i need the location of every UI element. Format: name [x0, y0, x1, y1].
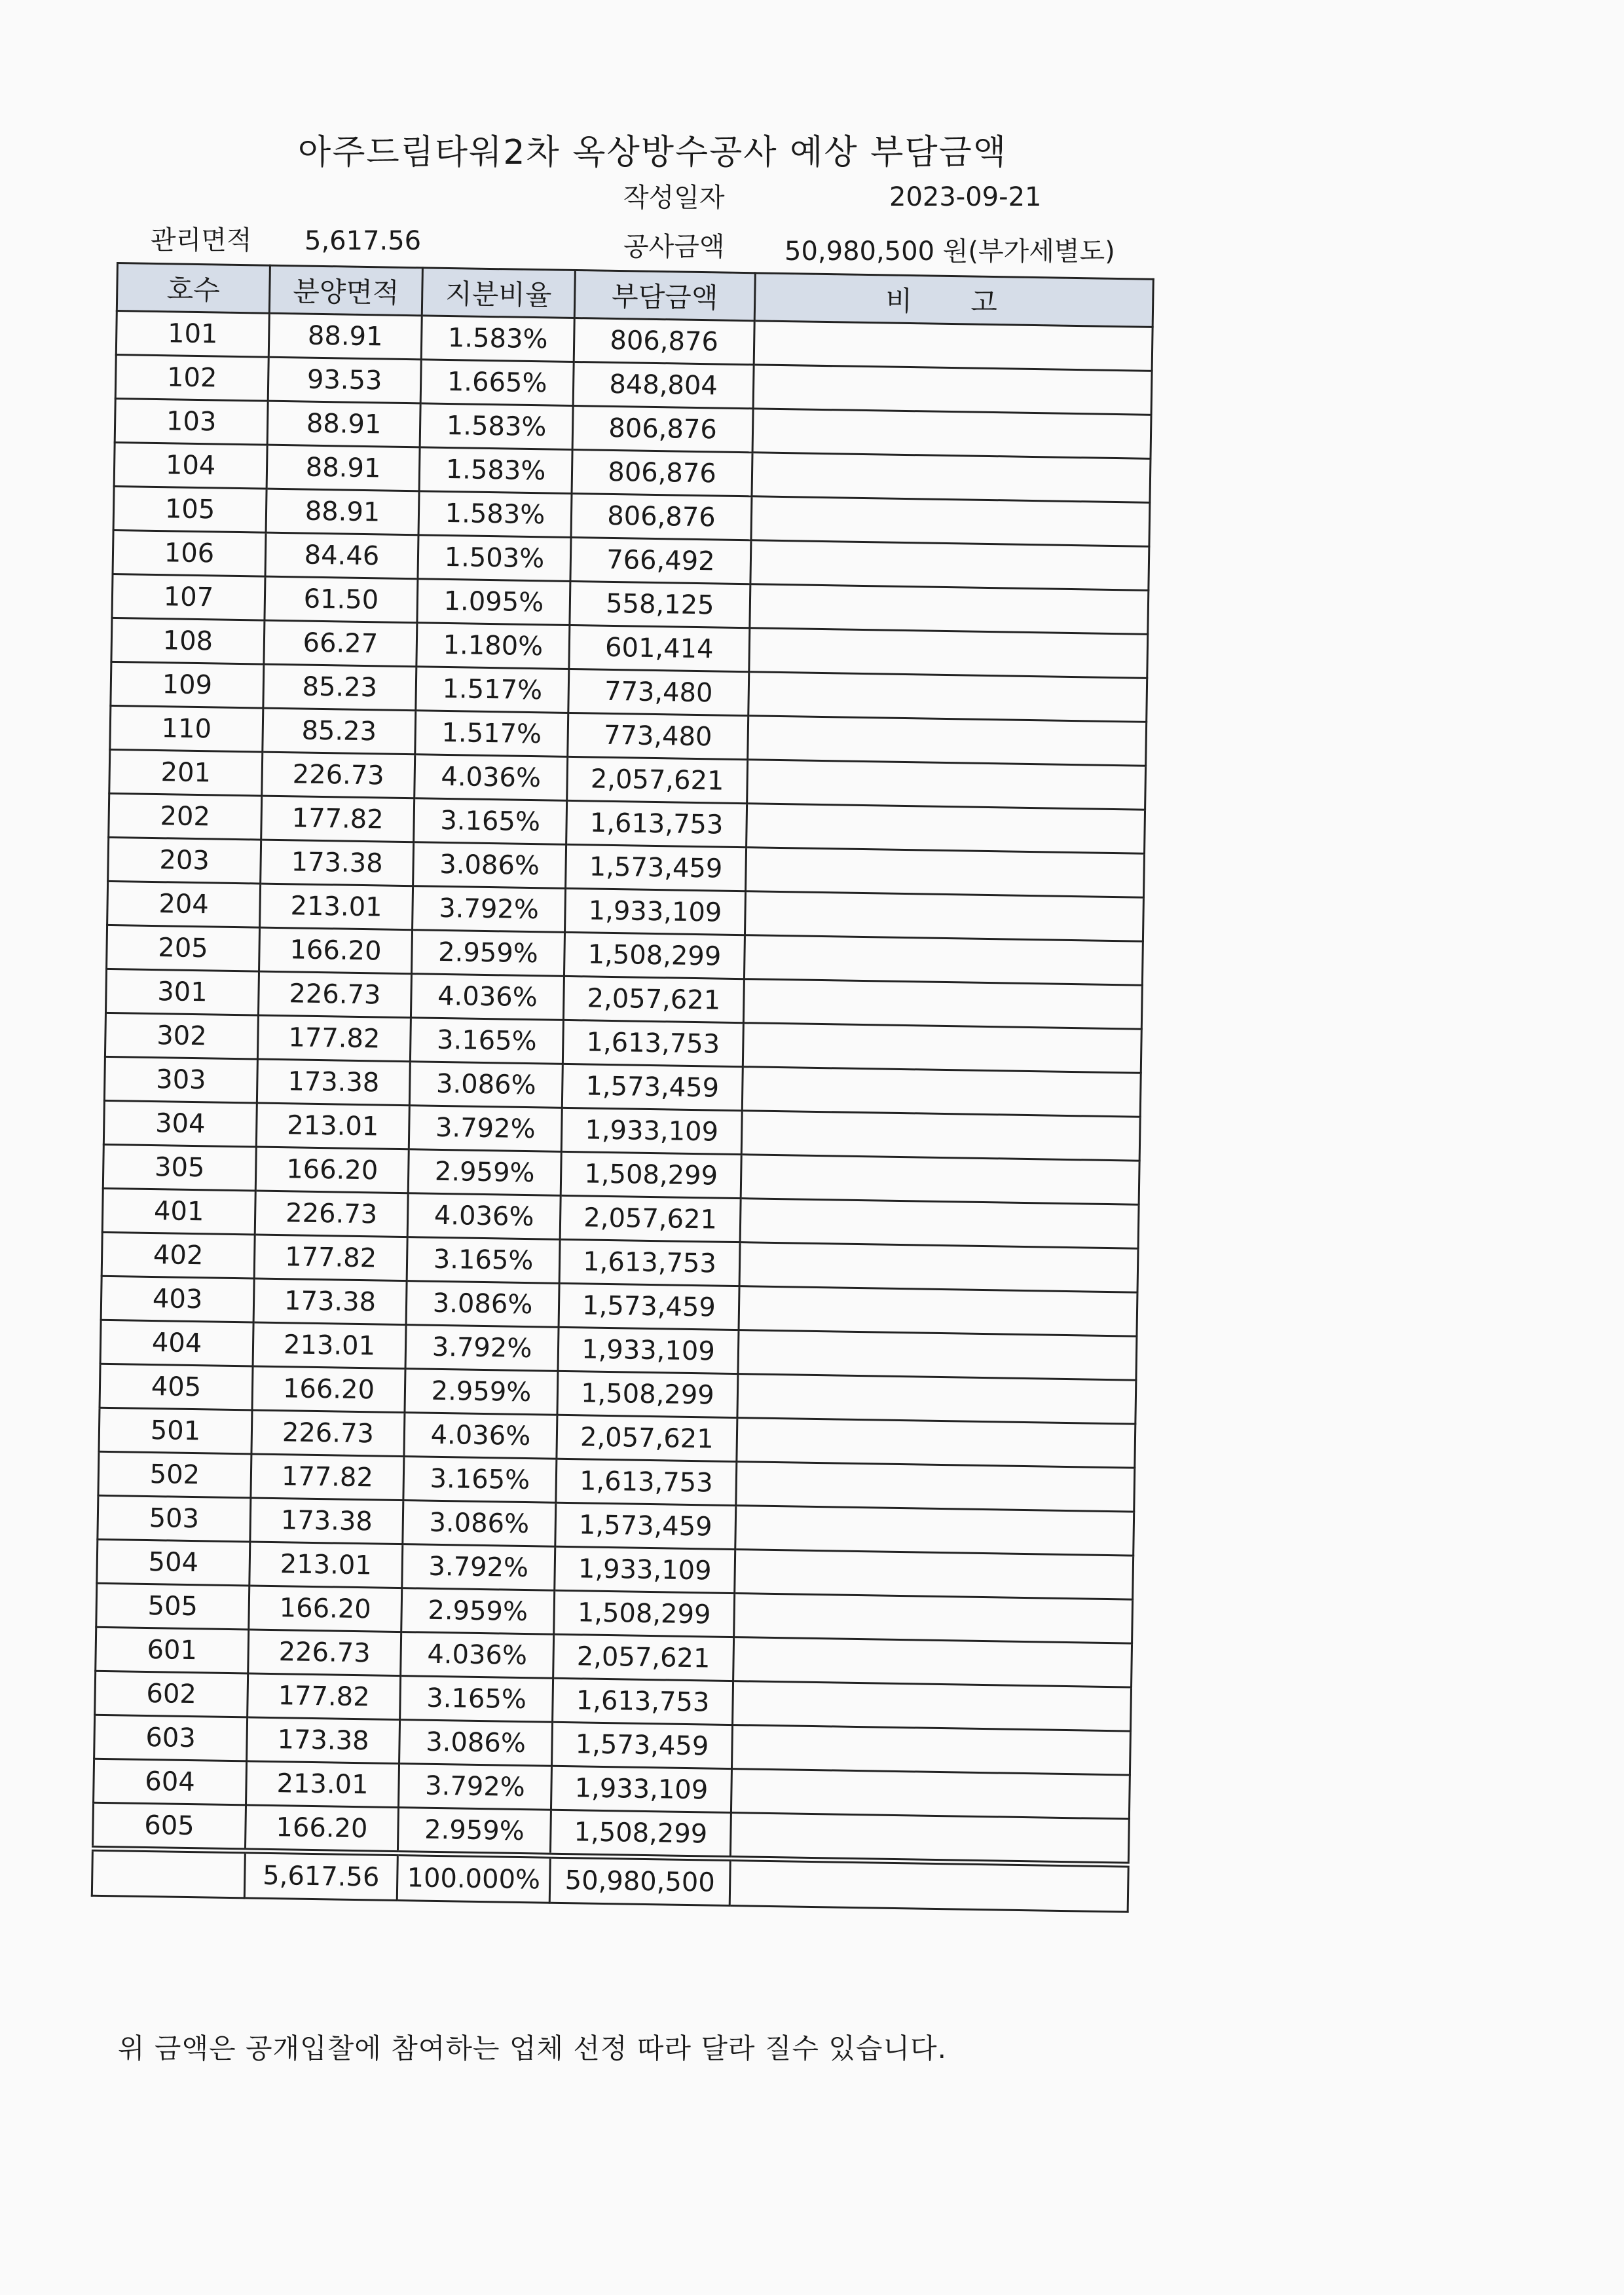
- remarks-cell: [753, 365, 1152, 415]
- ratio-cell: 1.665%: [420, 360, 574, 406]
- unit-cell: 108: [111, 618, 265, 664]
- area-cell: 226.73: [255, 1191, 408, 1237]
- ratio-cell: 1.583%: [418, 491, 572, 538]
- area-cell: 66.27: [264, 620, 417, 667]
- header-unit: 호수: [117, 263, 270, 314]
- charge-cell: 1,933,109: [558, 1327, 739, 1373]
- unit-cell: 105: [113, 486, 267, 532]
- ratio-cell: 1.095%: [417, 579, 570, 625]
- ratio-cell: 3.792%: [405, 1325, 559, 1371]
- charge-cell: 1,573,459: [555, 1502, 736, 1549]
- area-cell: 166.20: [249, 1586, 402, 1632]
- date-value: 2023-09-21: [889, 182, 1042, 212]
- charge-cell: 1,573,459: [552, 1722, 733, 1768]
- remarks-cell: [752, 453, 1151, 503]
- area-cell: 226.73: [251, 1410, 405, 1457]
- unit-cell: 404: [100, 1320, 253, 1366]
- ratio-cell: 3.086%: [406, 1281, 559, 1328]
- date-label: 작성일자: [623, 183, 725, 213]
- remarks-cell: [735, 1550, 1134, 1600]
- ratio-cell: 1.517%: [416, 667, 569, 713]
- area-cell: 88.91: [266, 489, 419, 535]
- remarks-cell: [743, 979, 1142, 1030]
- ratio-cell: 3.086%: [409, 1062, 563, 1108]
- remarks-cell: [752, 409, 1151, 459]
- area-cell: 177.82: [254, 1235, 407, 1281]
- unit-cell: 401: [102, 1188, 255, 1235]
- charge-cell: 1,613,753: [553, 1678, 733, 1725]
- unit-cell: 504: [97, 1539, 250, 1586]
- ratio-cell: 1.503%: [418, 535, 571, 582]
- unit-cell: 110: [110, 705, 263, 752]
- ratio-cell: 4.036%: [404, 1413, 557, 1459]
- ratio-cell: 3.165%: [400, 1676, 553, 1723]
- ratio-cell: 3.165%: [414, 798, 567, 845]
- remarks-cell: [738, 1330, 1137, 1381]
- remarks-cell: [744, 935, 1143, 986]
- remarks-cell: [735, 1506, 1134, 1556]
- area-cell: 166.20: [252, 1366, 405, 1413]
- remarks-cell: [742, 1067, 1141, 1117]
- remarks-cell: [745, 891, 1143, 942]
- unit-cell: 301: [105, 969, 259, 1015]
- ratio-cell: 4.036%: [411, 974, 564, 1020]
- charge-cell: 1,613,753: [559, 1239, 740, 1286]
- charge-cell: 1,933,109: [555, 1546, 735, 1593]
- area-cell: 173.38: [247, 1717, 400, 1764]
- charge-cell: 1,933,109: [561, 1108, 742, 1154]
- total-ratio-cell: 100.000%: [397, 1854, 550, 1903]
- ratio-cell: 2.959%: [408, 1149, 561, 1196]
- area-cell: 173.38: [253, 1278, 407, 1325]
- area-cell: 85.23: [263, 708, 416, 755]
- charge-cell: 773,480: [568, 669, 749, 715]
- area-cell: 213.01: [253, 1322, 406, 1369]
- ratio-cell: 3.086%: [403, 1501, 556, 1547]
- unit-cell: 305: [103, 1144, 256, 1191]
- remarks-cell: [747, 804, 1145, 854]
- area-cell: 177.82: [251, 1454, 404, 1501]
- unit-cell: 502: [98, 1451, 251, 1498]
- charge-cell: 1,933,109: [565, 888, 746, 935]
- unit-cell: 304: [103, 1100, 257, 1147]
- unit-cell: 505: [96, 1583, 249, 1630]
- remarks-cell: [739, 1242, 1138, 1293]
- header-remarks: 비 고: [754, 273, 1153, 327]
- charge-cell: 1,613,753: [566, 800, 747, 847]
- charge-cell: 1,613,753: [563, 1020, 743, 1066]
- ratio-cell: 3.165%: [403, 1457, 557, 1503]
- ratio-cell: 2.959%: [405, 1369, 558, 1415]
- area-cell: 213.01: [249, 1542, 403, 1588]
- total-unit-cell: [92, 1848, 245, 1898]
- charge-cell: 1,573,459: [559, 1283, 739, 1330]
- unit-cell: 601: [96, 1627, 249, 1673]
- remarks-cell: [736, 1462, 1135, 1512]
- area-cell: 213.01: [246, 1761, 399, 1808]
- unit-cell: 405: [100, 1364, 253, 1410]
- unit-cell: 106: [113, 530, 266, 576]
- charge-cell: 1,508,299: [564, 932, 745, 979]
- ratio-cell: 3.792%: [398, 1764, 551, 1810]
- table-body: [92, 311, 1153, 1865]
- area-cell: 173.38: [250, 1498, 403, 1544]
- charge-cell: 1,508,299: [554, 1590, 735, 1637]
- charge-cell: 766,492: [570, 537, 751, 584]
- remarks-cell: [751, 496, 1150, 547]
- ratio-cell: 3.165%: [407, 1237, 560, 1284]
- area-cell: 177.82: [257, 1015, 411, 1062]
- unit-cell: 602: [95, 1671, 248, 1717]
- remarks-cell: [733, 1681, 1132, 1732]
- remarks-cell: [748, 672, 1147, 722]
- remarks-cell: [737, 1418, 1135, 1468]
- cost-share-table: [91, 262, 1154, 1913]
- unit-cell: 403: [101, 1276, 254, 1322]
- ratio-cell: 3.792%: [413, 886, 566, 933]
- area-cell: 226.73: [258, 971, 411, 1018]
- remarks-cell: [746, 848, 1145, 898]
- unit-cell: 103: [115, 398, 268, 445]
- charge-cell: 1,508,299: [550, 1810, 731, 1858]
- header-share-ratio: 지분비율: [422, 268, 575, 318]
- remarks-cell: [741, 1155, 1139, 1205]
- remarks-cell: [754, 321, 1153, 371]
- unit-cell: 201: [109, 749, 263, 796]
- unit-cell: 109: [111, 662, 264, 708]
- remarks-cell: [749, 628, 1148, 679]
- charge-cell: 806,876: [572, 405, 753, 452]
- ratio-cell: 2.959%: [411, 930, 564, 977]
- charge-cell: 558,125: [570, 581, 750, 627]
- charge-cell: 806,876: [571, 493, 752, 540]
- area-cell: 226.73: [248, 1630, 401, 1676]
- remarks-cell: [748, 716, 1147, 766]
- remarks-cell: [731, 1725, 1130, 1776]
- remarks-cell: [733, 1637, 1132, 1688]
- area-cell: 213.01: [260, 884, 413, 930]
- cost-label: 공사금액: [623, 232, 725, 262]
- ratio-cell: 2.959%: [397, 1808, 551, 1856]
- area-cell: 226.73: [262, 752, 415, 798]
- unit-cell: 605: [92, 1802, 246, 1851]
- ratio-cell: 3.792%: [409, 1106, 562, 1152]
- area-cell: 166.20: [259, 927, 413, 974]
- cost-share-table-container: [91, 262, 1153, 1913]
- unit-cell: 102: [115, 355, 268, 401]
- remarks-cell: [740, 1199, 1139, 1249]
- area-cell: 88.91: [268, 313, 422, 360]
- area-cell: 166.20: [255, 1147, 409, 1193]
- ratio-cell: 1.583%: [421, 316, 574, 362]
- charge-cell: 773,480: [568, 713, 748, 759]
- ratio-cell: 4.036%: [401, 1632, 554, 1679]
- remarks-cell: [743, 1023, 1141, 1073]
- header-area: 분양면적: [269, 265, 422, 316]
- charge-cell: 2,057,621: [560, 1195, 741, 1242]
- total-area-cell: 5,617.56: [244, 1851, 397, 1901]
- area-cell: 166.20: [245, 1805, 398, 1854]
- charge-cell: 806,876: [572, 449, 752, 496]
- footnote: 위 금액은 공개입찰에 참여하는 업체 선정 따라 달라 질수 있습니다.: [118, 2032, 947, 2064]
- charge-cell: 1,508,299: [557, 1371, 738, 1417]
- remarks-cell: [739, 1286, 1137, 1337]
- remarks-cell: [734, 1594, 1133, 1644]
- ratio-cell: 1.517%: [415, 711, 568, 757]
- remarks-cell: [737, 1374, 1136, 1425]
- remarks-cell: [741, 1111, 1140, 1161]
- charge-cell: 2,057,621: [557, 1415, 737, 1461]
- area-cell: 88.91: [267, 445, 420, 491]
- charge-cell: 1,933,109: [551, 1766, 731, 1812]
- ratio-cell: 1.583%: [420, 403, 573, 450]
- charge-cell: 1,508,299: [561, 1151, 741, 1198]
- unit-cell: 202: [109, 793, 262, 840]
- unit-cell: 503: [98, 1495, 251, 1542]
- area-value: 5,617.56: [304, 226, 422, 256]
- charge-cell: 1,613,753: [556, 1459, 737, 1505]
- remarks-cell: [747, 760, 1146, 810]
- area-cell: 88.91: [267, 401, 420, 447]
- area-label: 관리면적: [151, 225, 252, 255]
- ratio-cell: 3.165%: [410, 1018, 563, 1064]
- unit-cell: 501: [99, 1408, 252, 1454]
- ratio-cell: 4.036%: [407, 1193, 561, 1240]
- unit-cell: 205: [107, 925, 260, 971]
- cost-value: 50,980,500 원(부가세별도): [784, 236, 1115, 267]
- charge-cell: 806,876: [574, 318, 754, 364]
- area-cell: 177.82: [248, 1673, 401, 1720]
- unit-cell: 101: [116, 311, 269, 358]
- charge-cell: 2,057,621: [553, 1634, 734, 1681]
- ratio-cell: 3.086%: [413, 842, 566, 889]
- ratio-cell: 1.583%: [419, 447, 572, 494]
- unit-cell: 604: [94, 1759, 247, 1805]
- area-cell: 84.46: [265, 532, 418, 579]
- ratio-cell: 3.792%: [402, 1544, 555, 1591]
- unit-cell: 603: [94, 1715, 248, 1761]
- unit-cell: 203: [108, 837, 261, 884]
- total-remarks-cell: [729, 1859, 1128, 1912]
- area-cell: 177.82: [261, 796, 415, 842]
- area-cell: 61.50: [265, 576, 418, 623]
- charge-cell: 1,573,459: [566, 844, 747, 891]
- ratio-cell: 2.959%: [401, 1588, 555, 1635]
- area-cell: 85.23: [263, 664, 416, 711]
- total-charge-cell: 50,980,500: [549, 1856, 730, 1905]
- area-cell: 173.38: [257, 1059, 410, 1106]
- area-cell: 213.01: [256, 1103, 409, 1149]
- unit-cell: 402: [101, 1232, 255, 1278]
- unit-cell: 107: [112, 574, 265, 620]
- remarks-cell: [731, 1769, 1130, 1819]
- charge-cell: 2,057,621: [563, 976, 744, 1022]
- header-charge: 부담금액: [574, 271, 755, 321]
- document-title: 아주드림타워2차 옥상방수공사 예상 부담금액: [298, 133, 1008, 172]
- unit-cell: 303: [104, 1056, 257, 1103]
- remarks-cell: [750, 540, 1149, 591]
- unit-cell: 204: [107, 881, 261, 927]
- area-cell: 93.53: [268, 357, 421, 403]
- ratio-cell: 1.180%: [416, 623, 570, 669]
- unit-cell: 104: [114, 442, 267, 489]
- charge-cell: 2,057,621: [567, 756, 748, 803]
- remarks-cell: [730, 1813, 1129, 1865]
- remarks-cell: [750, 584, 1149, 635]
- ratio-cell: 3.086%: [399, 1720, 553, 1766]
- charge-cell: 601,414: [569, 625, 750, 671]
- ratio-cell: 4.036%: [415, 755, 568, 801]
- unit-cell: 302: [105, 1013, 258, 1059]
- area-cell: 173.38: [261, 840, 414, 886]
- charge-cell: 848,804: [573, 362, 754, 408]
- charge-cell: 1,573,459: [562, 1064, 743, 1110]
